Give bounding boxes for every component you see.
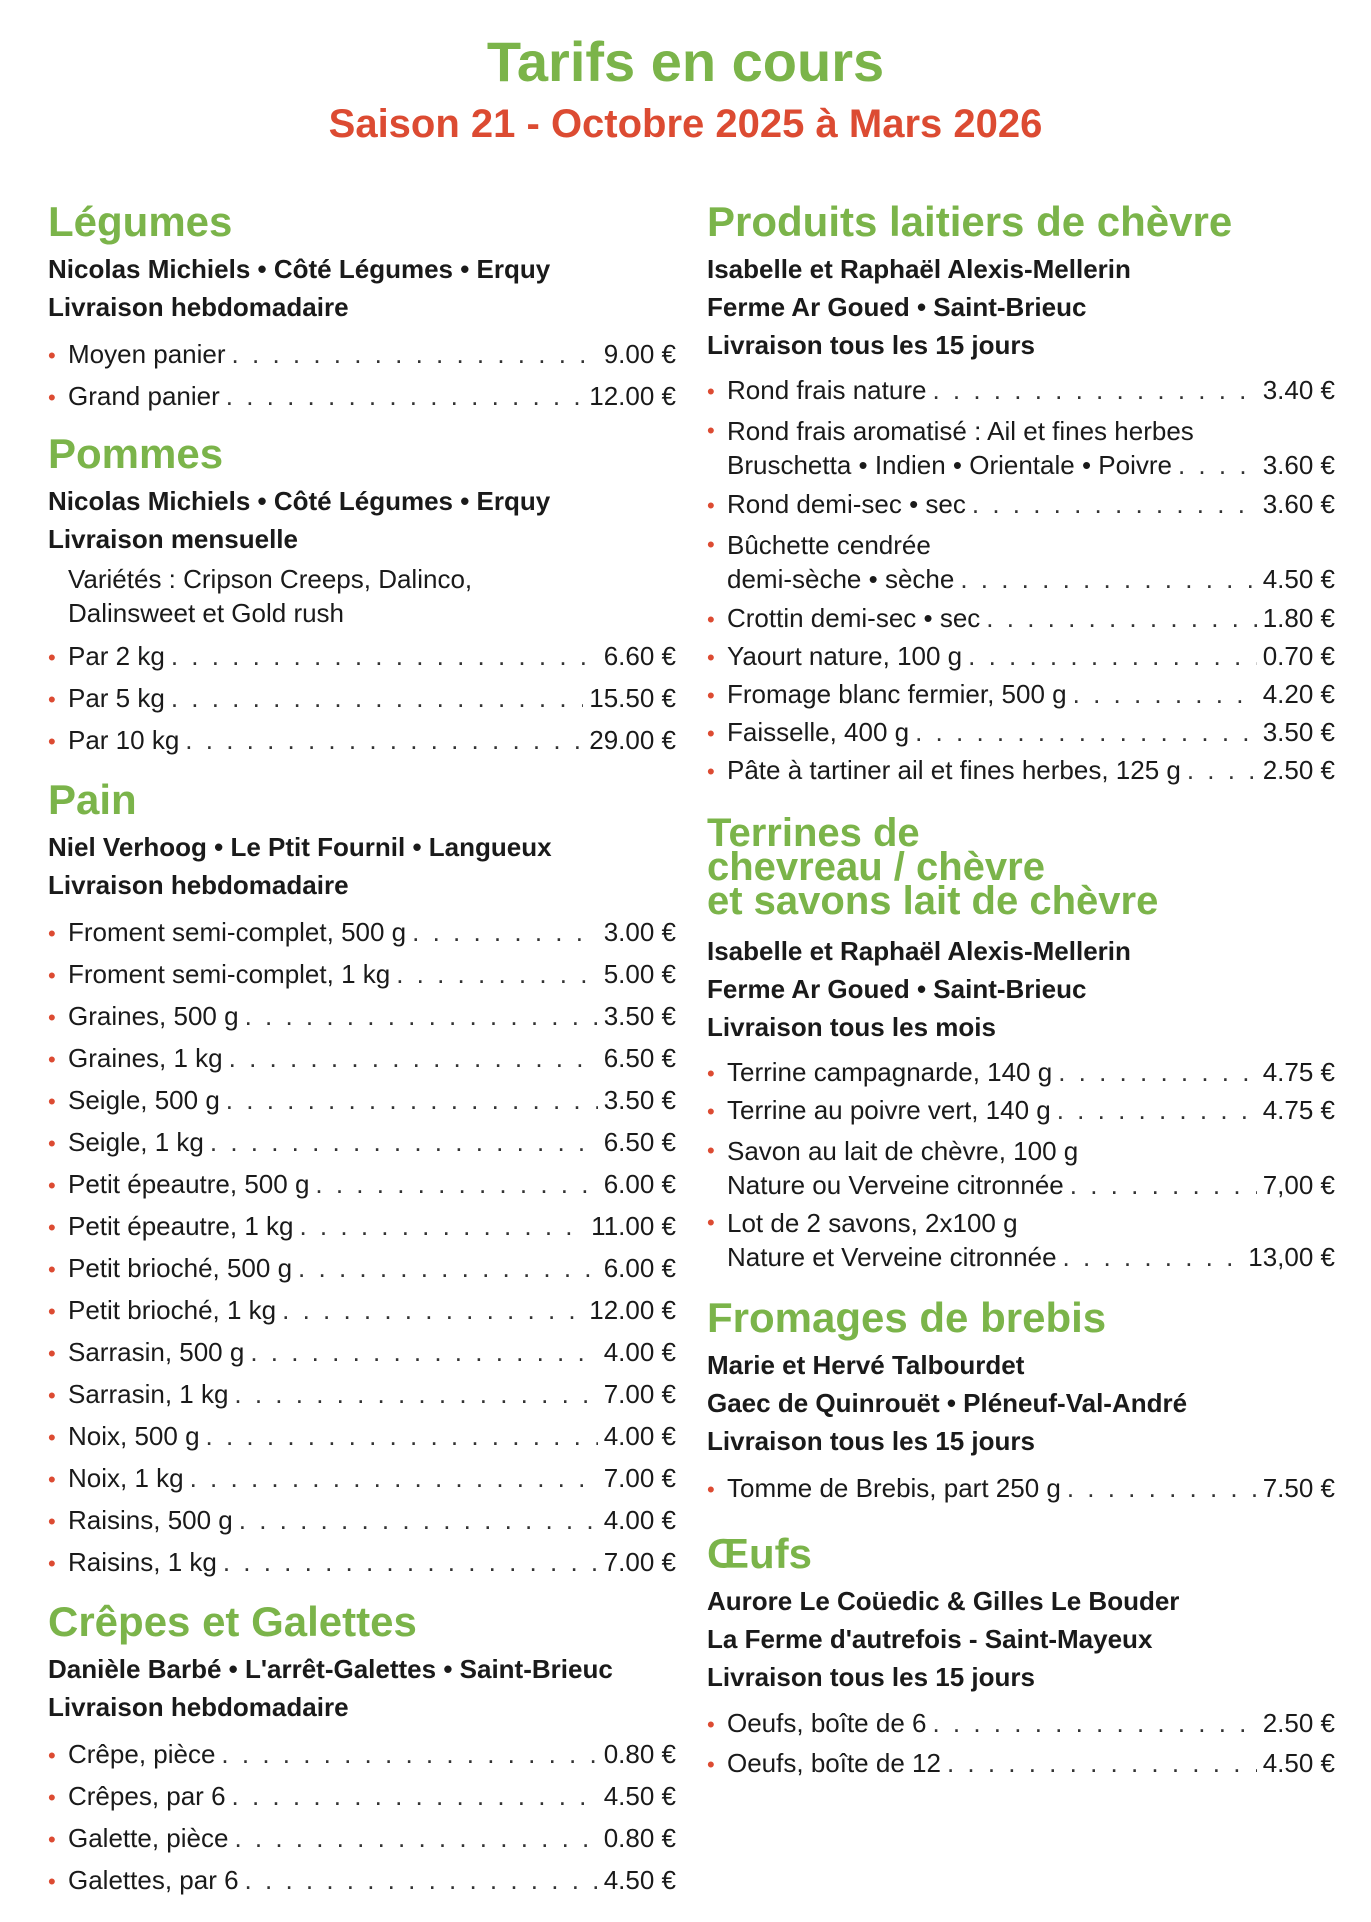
item-label: Grand panier <box>68 381 220 411</box>
title-line: chevreau / chèvre <box>707 845 1045 889</box>
item-price: 0.80 € <box>603 1739 676 1769</box>
dot-leader <box>223 1542 598 1582</box>
bullet-icon: • <box>48 963 56 988</box>
item-label: Seigle, 1 kg <box>68 1127 204 1157</box>
bullet-icon: • <box>48 1785 56 1810</box>
list-item <box>48 1734 676 1776</box>
farm: La Ferme d'autrefois - Saint-Mayeux <box>707 1624 1153 1654</box>
list-item <box>707 1206 1335 1274</box>
item-price: 3.60 € <box>1262 450 1335 480</box>
item-label: Seigle, 500 g <box>68 1085 220 1115</box>
item-price: 11.00 € <box>591 1211 676 1241</box>
list-item <box>707 714 1335 752</box>
section-title: Pain <box>48 776 137 823</box>
dot-leader <box>245 996 598 1036</box>
list-item <box>48 1164 676 1206</box>
item-label: Oeufs, boîte de 6 <box>727 1708 927 1738</box>
bullet-icon: • <box>707 683 715 708</box>
title-line: et savons lait de chèvre <box>707 879 1159 923</box>
item-label: Galette, pièce <box>68 1823 229 1853</box>
item-list <box>707 1704 1335 1784</box>
bullet-icon: • <box>48 1215 56 1240</box>
delivery: Livraison tous les mois <box>707 1012 996 1042</box>
list-item <box>707 414 1335 482</box>
bullet-icon: • <box>707 493 715 518</box>
item-label: Nature et Verveine citronnée <box>727 1242 1057 1272</box>
list-item <box>707 1704 1335 1744</box>
section-chevre <box>707 200 1335 790</box>
dot-leader <box>206 1416 598 1456</box>
list-item <box>48 334 676 376</box>
bullet-icon: • <box>48 1551 56 1576</box>
bullet-icon: • <box>707 607 715 632</box>
producer: Niel Verhoog • Le Ptit Fournil • Langueux <box>48 832 552 862</box>
item-label: Froment semi-complet, 1 kg <box>68 959 391 989</box>
bullet-icon: • <box>48 1509 56 1534</box>
section-pommes <box>48 432 676 762</box>
bullet-icon: • <box>48 921 56 946</box>
item-price: 3.50 € <box>1262 717 1335 747</box>
item-label: Graines, 500 g <box>68 1001 239 1031</box>
item-label: Noix, 500 g <box>68 1421 200 1451</box>
item-price: 6.60 € <box>603 641 676 671</box>
delivery: Livraison mensuelle <box>48 524 298 554</box>
item-label-line1: Savon au lait de chèvre, 100 g <box>727 1136 1079 1166</box>
item-label: Fromage blanc fermier, 500 g <box>727 679 1067 709</box>
bullet-icon: • <box>48 1131 56 1156</box>
item-label: Petit brioché, 1 kg <box>68 1295 277 1325</box>
left-column <box>48 200 676 1922</box>
item-price: 15.50 € <box>589 683 676 713</box>
columns <box>48 200 1335 1922</box>
dot-leader <box>234 1374 597 1414</box>
item-price: 3.00 € <box>603 917 676 947</box>
dot-leader <box>282 1290 583 1330</box>
item-list <box>48 334 676 418</box>
dot-leader <box>250 1332 597 1372</box>
bullet-icon: • <box>707 1477 715 1502</box>
dot-leader <box>1058 1054 1257 1090</box>
item-price: 3.50 € <box>603 1001 676 1031</box>
list-item <box>707 372 1335 410</box>
item-label: Crêpe, pièce <box>68 1739 216 1769</box>
item-label: Graines, 1 kg <box>68 1043 223 1073</box>
bullet-icon: • <box>48 1425 56 1450</box>
list-item <box>48 1818 676 1860</box>
item-label: Par 2 kg <box>68 641 165 671</box>
section-crepes <box>48 1600 676 1902</box>
item-label: Moyen panier <box>68 339 226 369</box>
item-price: 0.80 € <box>603 1823 676 1853</box>
list-item <box>707 1092 1335 1130</box>
dot-leader <box>226 376 583 416</box>
section-title: Fromages de brebis <box>707 1294 1107 1341</box>
list-item <box>48 954 676 996</box>
item-price: 4.50 € <box>1262 1748 1335 1778</box>
section-title <box>707 811 1335 923</box>
item-label: Oeufs, boîte de 12 <box>727 1748 941 1778</box>
bullet-icon: • <box>48 1869 56 1894</box>
list-item <box>48 376 676 418</box>
bullet-icon: • <box>48 1827 56 1852</box>
dot-leader <box>1070 1168 1257 1202</box>
bullet-icon: • <box>48 729 56 754</box>
page-title: Tarifs en cours <box>486 30 885 93</box>
item-list <box>48 912 676 1584</box>
producer: Isabelle et Raphaël Alexis-Mellerin <box>707 936 1131 966</box>
farm: Ferme Ar Goued • Saint-Brieuc <box>707 292 1087 322</box>
note-line: Dalinsweet et Gold rush <box>68 598 345 628</box>
delivery: Livraison tous les 15 jours <box>707 1662 1035 1692</box>
dot-leader <box>299 1206 585 1246</box>
title-line: Terrines de <box>707 811 920 855</box>
list-item <box>48 1206 676 1248</box>
farm: Ferme Ar Goued • Saint-Brieuc <box>707 974 1087 1004</box>
list-item <box>48 1038 676 1080</box>
dot-leader <box>226 1080 598 1120</box>
bullet-icon: • <box>707 1061 715 1086</box>
bullet-icon: • <box>48 1005 56 1030</box>
item-price: 9.00 € <box>603 339 676 369</box>
item-label: Terrine au poivre vert, 140 g <box>727 1095 1051 1125</box>
section-title: Crêpes et Galettes <box>48 1598 417 1645</box>
list-item <box>707 1134 1335 1202</box>
dot-leader <box>210 1122 598 1162</box>
item-price: 6.00 € <box>603 1169 676 1199</box>
list-item <box>707 676 1335 714</box>
list-item <box>48 1290 676 1332</box>
note-line: Variétés : Cripson Creeps, Dalinco, <box>68 564 473 594</box>
list-item <box>48 1248 676 1290</box>
item-label: demi-sèche • sèche <box>727 564 955 594</box>
delivery: Livraison tous les 15 jours <box>707 1426 1035 1456</box>
bullet-icon: • <box>48 1743 56 1768</box>
section-pain <box>48 778 676 1584</box>
list-item <box>707 1744 1335 1784</box>
item-label: Pâte à tartiner ail et fines herbes, 125 g <box>727 755 1181 785</box>
item-label: Par 5 kg <box>68 683 165 713</box>
list-item <box>48 1080 676 1122</box>
item-price: 7.00 € <box>603 1463 676 1493</box>
item-label: Froment semi-complet, 500 g <box>68 917 407 947</box>
list-item <box>48 1416 676 1458</box>
item-price: 6.50 € <box>603 1127 676 1157</box>
bullet-icon: • <box>707 1752 715 1777</box>
item-price: 7.50 € <box>1262 1473 1335 1503</box>
item-price: 4.00 € <box>603 1337 676 1367</box>
dot-leader <box>1057 1092 1257 1128</box>
section-terrines <box>707 811 1335 1274</box>
dot-leader <box>412 912 598 952</box>
item-label: Sarrasin, 500 g <box>68 1337 245 1367</box>
item-label: Petit épeautre, 500 g <box>68 1169 310 1199</box>
producer: Marie et Hervé Talbourdet <box>707 1350 1025 1380</box>
item-label: Raisins, 1 kg <box>68 1547 217 1577</box>
item-price: 1.80 € <box>1262 603 1335 633</box>
bullet-icon: • <box>48 1257 56 1282</box>
item-price: 4.50 € <box>603 1865 676 1895</box>
producer: Danièle Barbé • L'arrêt-Galettes • Saint-Brieuc <box>48 1654 613 1684</box>
dot-leader <box>1073 676 1257 712</box>
item-label: Yaourt nature, 100 g <box>727 641 963 671</box>
dot-leader <box>190 1458 598 1498</box>
list-item <box>707 600 1335 638</box>
item-price: 29.00 € <box>589 725 676 755</box>
dot-leader <box>947 1744 1257 1782</box>
item-price: 3.50 € <box>603 1085 676 1115</box>
item-price: 5.00 € <box>603 959 676 989</box>
list-item <box>48 1542 676 1584</box>
list-item <box>707 528 1335 596</box>
bullet-icon: • <box>707 532 715 557</box>
item-label: Raisins, 500 g <box>68 1505 233 1535</box>
item-label: Terrine campagnarde, 140 g <box>727 1057 1053 1087</box>
list-item <box>48 1500 676 1542</box>
bullet-icon: • <box>48 1089 56 1114</box>
section-oeufs <box>707 1532 1335 1784</box>
farm: Gaec de Quinrouët • Pléneuf-Val-André <box>707 1388 1188 1418</box>
item-list <box>707 1468 1335 1510</box>
item-price: 7,00 € <box>1262 1170 1335 1200</box>
dot-leader <box>932 1704 1256 1742</box>
dot-leader <box>234 1818 597 1858</box>
bullet-icon: • <box>48 1299 56 1324</box>
item-price: 2.50 € <box>1262 755 1335 785</box>
section-brebis <box>707 1296 1335 1510</box>
dot-leader <box>315 1164 597 1204</box>
dot-leader <box>1067 1468 1257 1508</box>
dot-leader <box>972 486 1257 522</box>
list-item <box>707 1054 1335 1092</box>
bullet-icon: • <box>707 1210 715 1235</box>
section-title: Œufs <box>707 1530 812 1577</box>
bullet-icon: • <box>48 645 56 670</box>
list-item <box>707 486 1335 524</box>
producer: Isabelle et Raphaël Alexis-Mellerin <box>707 254 1131 284</box>
producer: Nicolas Michiels • Côté Légumes • Erquy <box>48 254 551 284</box>
list-item <box>48 1458 676 1500</box>
bullet-icon: • <box>707 721 715 746</box>
delivery: Livraison tous les 15 jours <box>707 330 1035 360</box>
item-price: 4.75 € <box>1262 1095 1335 1125</box>
section-title: Légumes <box>48 198 233 245</box>
item-label: Crêpes, par 6 <box>68 1781 226 1811</box>
bullet-icon: • <box>48 1047 56 1072</box>
item-list <box>48 636 676 762</box>
dot-leader <box>232 1776 598 1816</box>
bullet-icon: • <box>48 343 56 368</box>
bullet-icon: • <box>707 418 715 443</box>
dot-leader <box>221 1734 597 1774</box>
dot-leader <box>1187 752 1257 788</box>
bullet-icon: • <box>48 1467 56 1492</box>
item-price: 3.40 € <box>1262 375 1335 405</box>
dot-leader <box>915 714 1257 750</box>
dot-leader <box>171 636 598 676</box>
item-label: Crottin demi-sec • sec <box>727 603 981 633</box>
item-price: 4.00 € <box>603 1505 676 1535</box>
item-price: 13,00 € <box>1248 1242 1335 1272</box>
list-item <box>707 752 1335 790</box>
item-list <box>48 1734 676 1902</box>
dot-leader <box>245 1860 598 1900</box>
bullet-icon: • <box>707 645 715 670</box>
item-label: Galettes, par 6 <box>68 1865 239 1895</box>
list-item <box>48 720 676 762</box>
item-price: 4.50 € <box>603 1781 676 1811</box>
item-label-line1: Bûchette cendrée <box>727 530 931 560</box>
item-price: 4.50 € <box>1262 564 1335 594</box>
right-column <box>707 200 1335 1922</box>
item-price: 12.00 € <box>589 381 676 411</box>
dot-leader <box>1178 448 1257 482</box>
bullet-icon: • <box>48 1173 56 1198</box>
item-label: Rond frais nature <box>727 375 927 405</box>
list-item <box>48 996 676 1038</box>
item-label: Bruschetta • Indien • Orientale • Poivre <box>727 450 1172 480</box>
dot-leader <box>185 720 583 760</box>
dot-leader <box>968 638 1257 674</box>
item-label-line1: Lot de 2 savons, 2x100 g <box>727 1208 1018 1238</box>
dot-leader <box>396 954 597 994</box>
item-list <box>707 372 1335 790</box>
bullet-icon: • <box>48 687 56 712</box>
item-price: 7.00 € <box>603 1379 676 1409</box>
item-price: 4.75 € <box>1262 1057 1335 1087</box>
list-item <box>707 1468 1335 1510</box>
item-price: 6.00 € <box>603 1253 676 1283</box>
bullet-icon: • <box>707 1099 715 1124</box>
item-label: Nature ou Verveine citronnée <box>727 1170 1064 1200</box>
varieties-note <box>48 562 676 630</box>
dot-leader <box>986 600 1256 636</box>
bullet-icon: • <box>48 385 56 410</box>
section-title: Produits laitiers de chèvre <box>707 198 1233 245</box>
item-label: Par 10 kg <box>68 725 180 755</box>
section-legumes <box>48 200 676 418</box>
delivery: Livraison hebdomadaire <box>48 1692 349 1722</box>
list-item <box>48 1860 676 1902</box>
item-label-line1: Rond frais aromatisé : Ail et fines herbes <box>727 416 1194 446</box>
page-subtitle: Saison 21 - Octobre 2025 à Mars 2026 <box>328 102 1043 146</box>
item-price: 12.00 € <box>589 1295 676 1325</box>
list-item <box>707 638 1335 676</box>
list-item <box>48 1332 676 1374</box>
dot-leader <box>239 1500 598 1540</box>
delivery: Livraison hebdomadaire <box>48 870 349 900</box>
dot-leader <box>171 678 583 718</box>
item-price: 4.20 € <box>1262 679 1335 709</box>
item-price: 2.50 € <box>1262 1708 1335 1738</box>
dot-leader <box>960 562 1256 596</box>
bullet-icon: • <box>707 379 715 404</box>
list-item <box>48 1374 676 1416</box>
item-price: 4.00 € <box>603 1421 676 1451</box>
item-price: 7.00 € <box>603 1547 676 1577</box>
bullet-icon: • <box>707 1712 715 1737</box>
bullet-icon: • <box>48 1383 56 1408</box>
item-label: Petit brioché, 500 g <box>68 1253 293 1283</box>
dot-leader <box>932 372 1256 408</box>
item-price: 0.70 € <box>1262 641 1335 671</box>
section-title: Pommes <box>48 430 224 477</box>
bullet-icon: • <box>707 759 715 784</box>
item-label: Petit épeautre, 1 kg <box>68 1211 294 1241</box>
item-list <box>707 1054 1335 1274</box>
item-label: Rond demi-sec • sec <box>727 489 966 519</box>
page-header <box>0 0 1371 148</box>
producer: Nicolas Michiels • Côté Légumes • Erquy <box>48 486 551 516</box>
item-price: 6.50 € <box>603 1043 676 1073</box>
delivery: Livraison hebdomadaire <box>48 292 349 322</box>
item-label: Faisselle, 400 g <box>727 717 910 747</box>
bullet-icon: • <box>48 1341 56 1366</box>
list-item <box>48 1122 676 1164</box>
dot-leader <box>232 334 598 374</box>
item-price: 3.60 € <box>1262 489 1335 519</box>
list-item <box>48 912 676 954</box>
item-label: Noix, 1 kg <box>68 1463 184 1493</box>
list-item <box>48 636 676 678</box>
list-item <box>48 1776 676 1818</box>
dot-leader <box>229 1038 598 1078</box>
item-label: Tomme de Brebis, part 250 g <box>727 1473 1061 1503</box>
item-label: Sarrasin, 1 kg <box>68 1379 229 1409</box>
dot-leader <box>1063 1240 1243 1274</box>
list-item <box>48 678 676 720</box>
bullet-icon: • <box>707 1138 715 1163</box>
producer: Aurore Le Coüedic & Gilles Le Bouder <box>707 1586 1180 1616</box>
dot-leader <box>298 1248 598 1288</box>
